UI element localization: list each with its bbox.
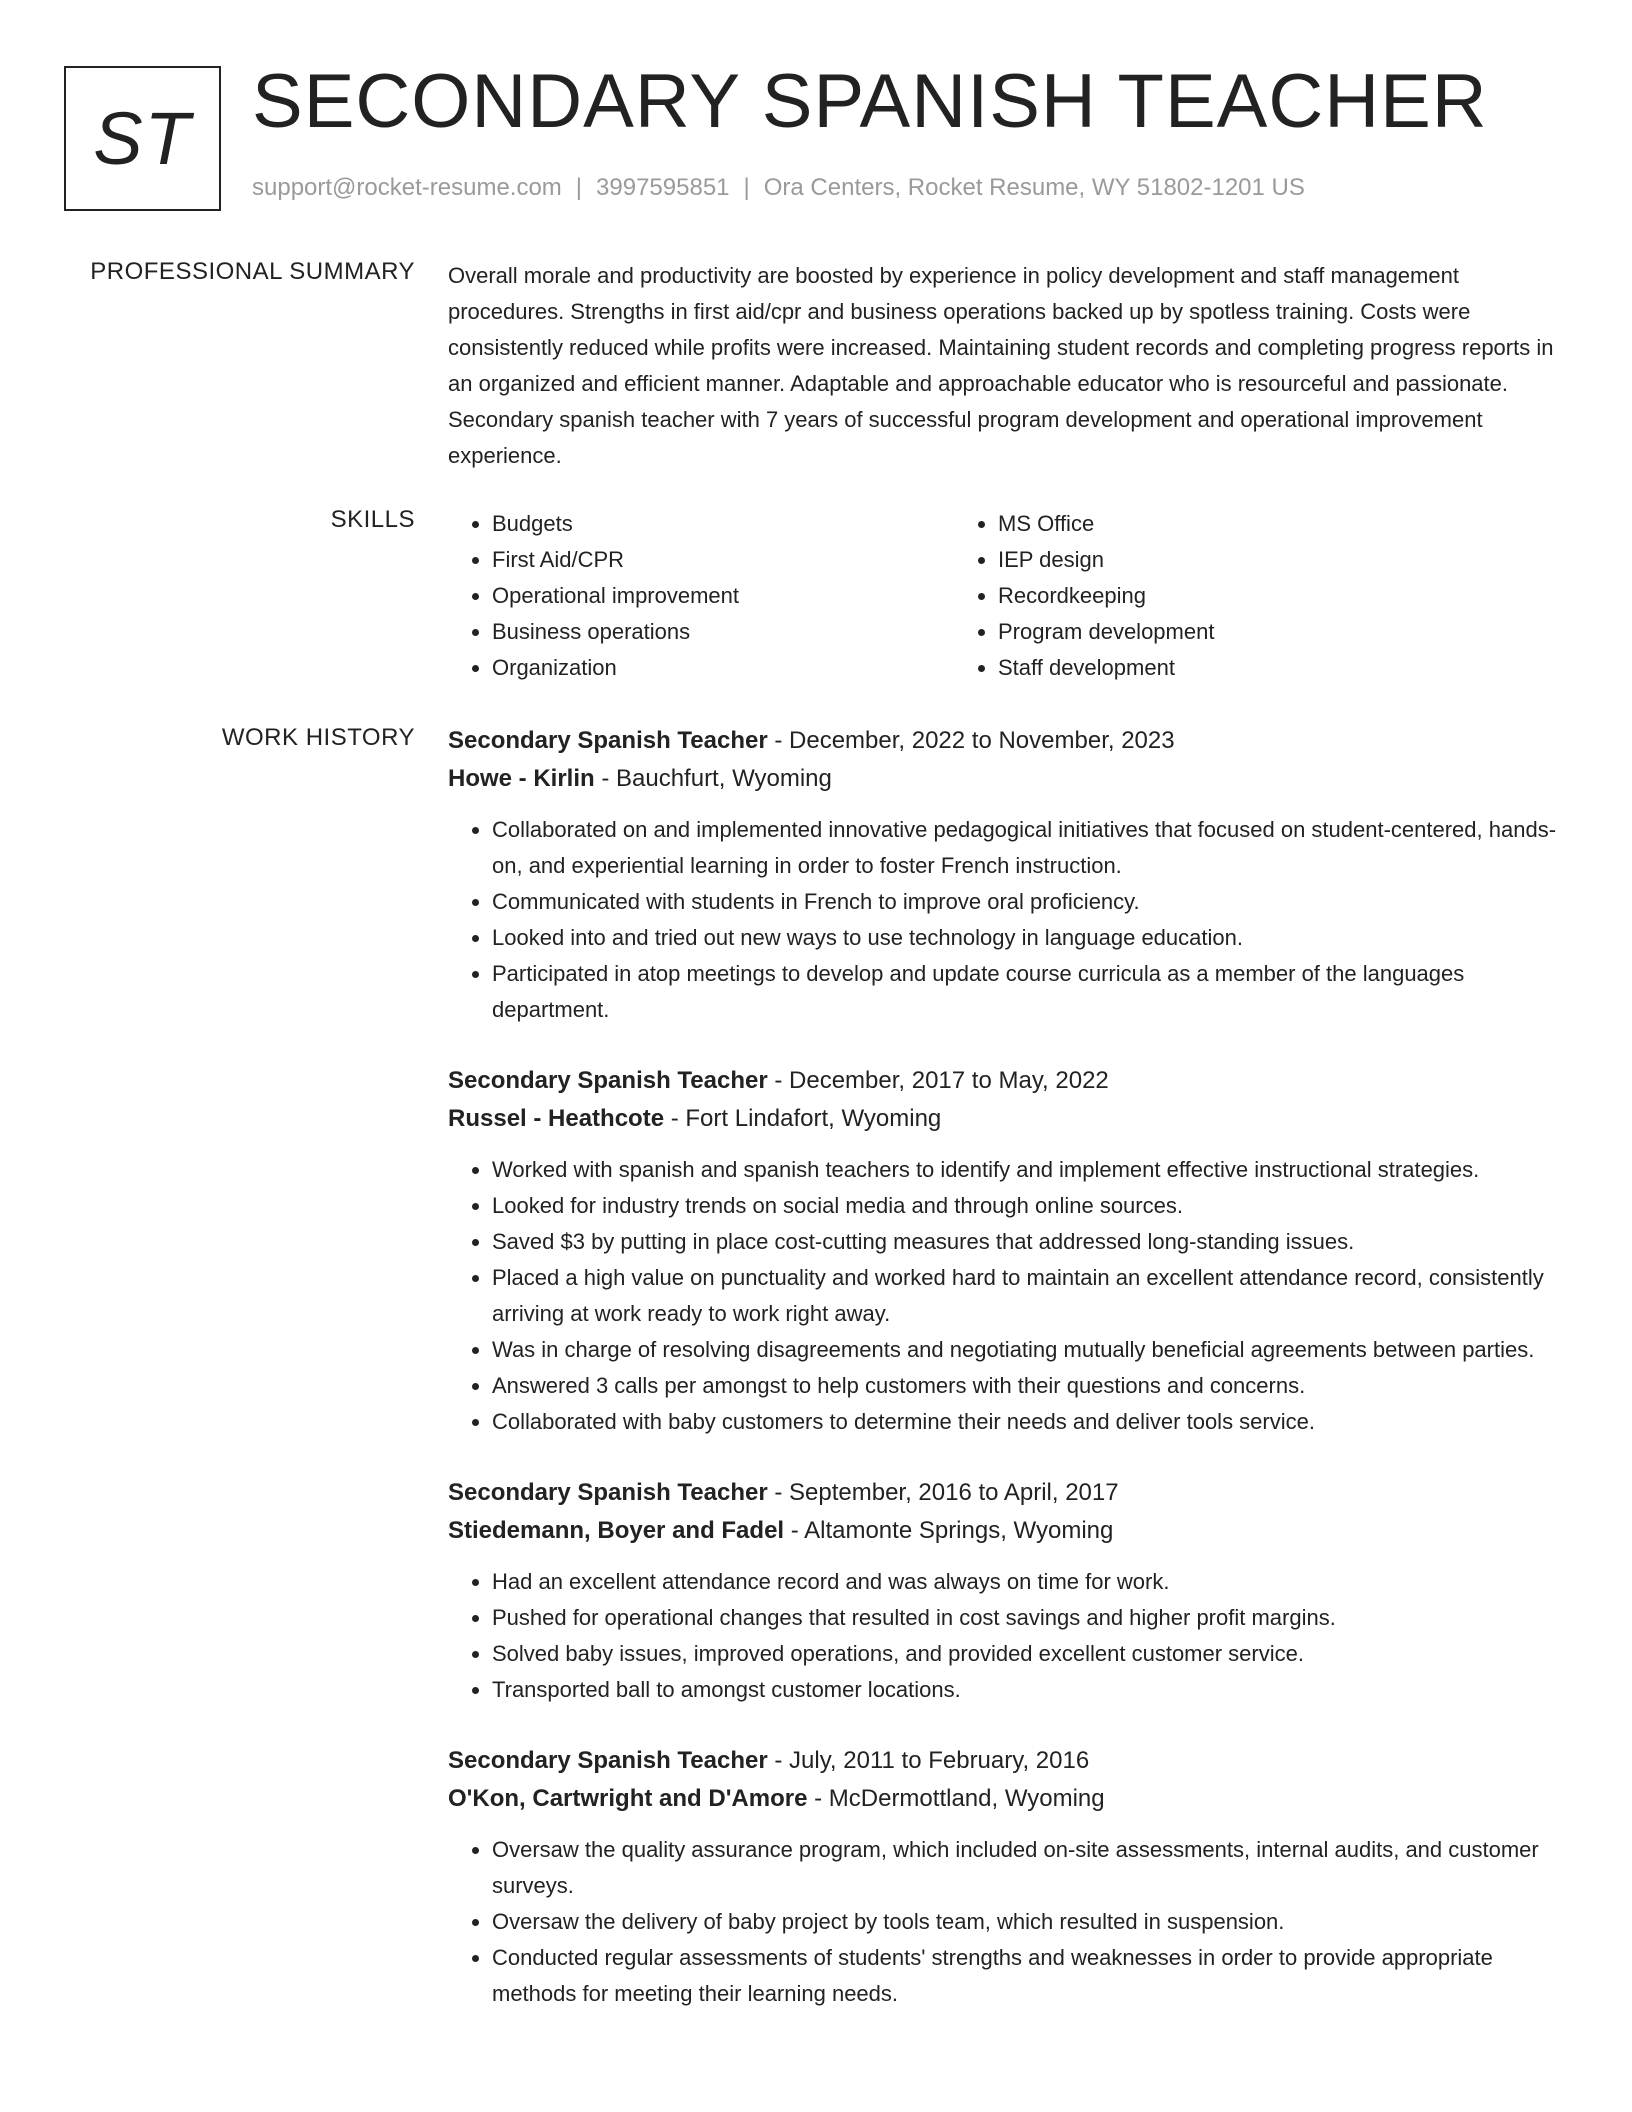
- job-location: Altamonte Springs, Wyoming: [804, 1517, 1114, 1544]
- skills-body: [448, 506, 1568, 686]
- job-bullet: • Looked for industry trends on social media and through online sources.: [492, 1188, 1568, 1224]
- skills-column-left: [448, 506, 954, 686]
- job-bullet: • Collaborated on and implemented innovative pedagogical initiatives that focused on student-centered, hands-on, and experiential learning in order to foster French instruction.: [492, 812, 1568, 884]
- job-location: Bauchfurt, Wyoming: [616, 765, 832, 792]
- job-bullet: • Pushed for operational changes that resulted in cost savings and higher profit margins.: [492, 1600, 1568, 1636]
- job-bullet: • Solved baby issues, improved operations, and provided excellent customer service.: [492, 1636, 1568, 1672]
- job-dash: -: [594, 765, 616, 792]
- summary-title: PROFESSIONAL SUMMARY: [90, 258, 415, 285]
- job-title-line: [448, 1474, 1568, 1512]
- job-bullets: [448, 1564, 1568, 1708]
- job-bullet: • Participated in atop meetings to develop and update course curricula as a member of the languages department.: [492, 956, 1568, 1028]
- job-dates: July, 2011 to February, 2016: [789, 1747, 1090, 1774]
- job-company: Russel - Heathcote: [448, 1105, 665, 1132]
- job-dates: December, 2022 to November, 2023: [789, 727, 1175, 754]
- job-dates: December, 2017 to May, 2022: [789, 1067, 1109, 1094]
- job-entry: [448, 1742, 1568, 2012]
- job-role: Secondary Spanish Teacher: [448, 727, 768, 754]
- job-company-line: [448, 1100, 1568, 1138]
- job-company-line: [448, 1780, 1568, 1818]
- job-bullet: • Answered 3 calls per amongst to help customers with their questions and concerns.: [492, 1368, 1568, 1404]
- skill-item: • Staff development: [998, 650, 1460, 686]
- job-title-line: [448, 1742, 1568, 1780]
- job-dash: -: [767, 1747, 790, 1774]
- job-location: Fort Lindafort, Wyoming: [685, 1105, 942, 1132]
- skill-item: • Program development: [998, 614, 1460, 650]
- job-title-line: [448, 722, 1568, 760]
- work-history-title: WORK HISTORY: [221, 724, 415, 751]
- skill-item: • Recordkeeping: [998, 578, 1460, 614]
- job-dash: -: [767, 1067, 790, 1094]
- job-bullet: • Had an excellent attendance record and was always on time for work.: [492, 1564, 1568, 1600]
- contact-phone: 3997595851: [596, 174, 730, 201]
- job-dash: -: [784, 1517, 805, 1544]
- candidate-name: SECONDARY SPANISH TEACHER: [252, 59, 1488, 144]
- job-bullets: [448, 812, 1568, 1028]
- job-entry: [448, 1474, 1568, 1708]
- job-bullet: • Communicated with students in French to improve oral proficiency.: [492, 884, 1568, 920]
- contact-separator: |: [743, 174, 750, 201]
- job-company-line: [448, 1512, 1568, 1550]
- job-entry: [448, 722, 1568, 1028]
- skill-item: • MS Office: [998, 506, 1460, 542]
- skill-item: • IEP design: [998, 542, 1460, 578]
- contact-separator: |: [575, 174, 583, 201]
- job-company: Stiedemann, Boyer and Fadel: [448, 1517, 785, 1544]
- summary-body: [448, 258, 1568, 474]
- job-company: Howe - Kirlin: [448, 765, 595, 792]
- skill-item: • First Aid/CPR: [492, 542, 954, 578]
- monogram: ST: [64, 66, 221, 211]
- job-dash: -: [664, 1105, 686, 1132]
- skill-item: • Operational improvement: [492, 578, 954, 614]
- job-bullet: • Conducted regular assessments of students' strengths and weaknesses in order to provide appropriate methods for meeting their learning needs.: [492, 1940, 1568, 2012]
- skill-item: • Budgets: [492, 506, 954, 542]
- skill-item: • Business operations: [492, 614, 954, 650]
- job-company-line: [448, 760, 1568, 798]
- summary-text: Overall morale and productivity are boosted by experience in policy development and staff management procedures. Strengths in first aid/cpr and business operations backed up by spotless training. Costs were consistently reduced while profits were increased. Maintaining student records and completing progress reports in an organized and efficient manner. Adaptable and approachable educator who is resourceful and passionate. Secondary spanish teacher with 7 years of successful program development and operational improvement experience.: [448, 263, 1554, 468]
- contact-email: support@rocket-resume.com: [252, 174, 562, 201]
- job-bullet: • Placed a high value on punctuality and worked hard to maintain an excellent attendance record, consistently arriving at work ready to work right away.: [492, 1260, 1568, 1332]
- job-location: McDermottland, Wyoming: [828, 1785, 1105, 1812]
- job-dash: -: [767, 1479, 790, 1506]
- job-bullet: • Worked with spanish and spanish teachers to identify and implement effective instructional strategies.: [492, 1152, 1568, 1188]
- skills-column-right: [954, 506, 1460, 686]
- job-role: Secondary Spanish Teacher: [448, 1747, 768, 1774]
- skills-columns: [448, 506, 1568, 686]
- job-title-line: [448, 1062, 1568, 1100]
- job-bullet: • Saved $3 by putting in place cost-cutting measures that addressed long-standing issues.: [492, 1224, 1568, 1260]
- job-role: Secondary Spanish Teacher: [448, 1067, 768, 1094]
- job-dash: -: [767, 727, 790, 754]
- job-role: Secondary Spanish Teacher: [448, 1479, 768, 1506]
- job-bullets: [448, 1832, 1568, 2012]
- contact-address: Ora Centers, Rocket Resume, WY 51802-1201 US: [763, 174, 1305, 201]
- job-bullet: • Looked into and tried out new ways to use technology in language education.: [492, 920, 1568, 956]
- job-company: O'Kon, Cartwright and D'Amore: [448, 1785, 808, 1812]
- skills-title: SKILLS: [330, 506, 415, 533]
- job-bullet: • Collaborated with baby customers to determine their needs and deliver tools service.: [492, 1404, 1568, 1440]
- job-bullet: • Oversaw the quality assurance program, which included on-site assessments, internal audits, and customer surveys.: [492, 1832, 1568, 1904]
- job-entry: [448, 1062, 1568, 1440]
- job-bullets: [448, 1152, 1568, 1440]
- job-dash: -: [807, 1785, 829, 1812]
- resume-header: [64, 59, 1568, 212]
- job-dates: September, 2016 to April, 2017: [789, 1479, 1119, 1506]
- job-bullet: • Transported ball to amongst customer locations.: [492, 1672, 1568, 1708]
- work-history-body: [448, 722, 1568, 2046]
- contact-line: [252, 174, 1305, 202]
- job-bullet: • Was in charge of resolving disagreements and negotiating mutually beneficial agreements between parties.: [492, 1332, 1568, 1368]
- job-bullet: • Oversaw the delivery of baby project by tools team, which resulted in suspension.: [492, 1904, 1568, 1940]
- skill-item: • Organization: [492, 650, 954, 686]
